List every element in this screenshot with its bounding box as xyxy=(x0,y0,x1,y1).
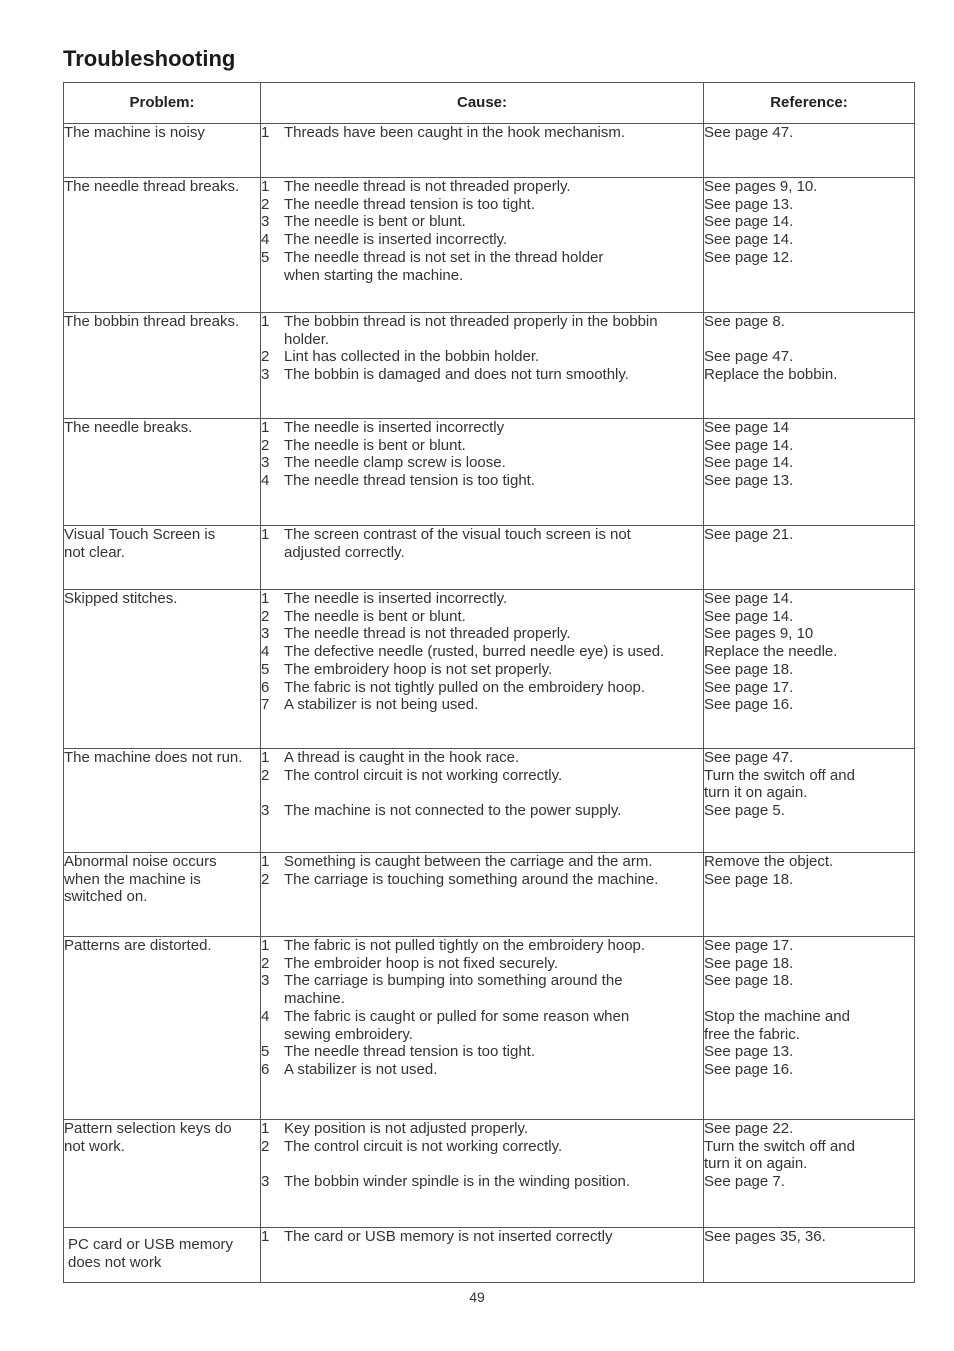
page-number: 49 xyxy=(469,1289,485,1305)
cause-text: The bobbin thread is not threaded properly in the bobbin xyxy=(284,313,658,330)
cause-line xyxy=(261,1026,703,1044)
cause-number: 6 xyxy=(261,678,270,696)
reference-text: turn it on again. xyxy=(704,784,808,802)
cause-line xyxy=(261,1008,703,1026)
cause-number: 5 xyxy=(261,1043,270,1061)
problem-text: The needle breaks. xyxy=(64,419,193,436)
cause-line xyxy=(261,1228,703,1246)
cause-line xyxy=(261,196,703,214)
problem-text: Abnormal noise occurs when the machine is switched on. xyxy=(64,853,217,906)
cause-line xyxy=(261,437,703,455)
cause-number: 2 xyxy=(261,766,270,784)
problem-text: The machine is noisy xyxy=(64,124,205,141)
cause-line xyxy=(261,366,703,384)
cause-number: 3 xyxy=(261,366,270,384)
cause-line xyxy=(261,178,703,196)
cause-cell xyxy=(261,124,704,178)
reference-cell xyxy=(704,124,915,178)
cause-number: 3 xyxy=(261,454,270,472)
cause-text: Key position is not adjusted properly. xyxy=(284,1120,529,1137)
cause-line xyxy=(261,1043,703,1061)
cause-number: 5 xyxy=(261,660,270,678)
reference-text: See page 14 xyxy=(704,419,790,436)
reference-text xyxy=(704,331,914,349)
cause-line xyxy=(261,544,703,562)
cause-line xyxy=(261,419,703,437)
reference-text: See page 47. xyxy=(704,749,794,766)
table-row xyxy=(64,526,915,590)
problem-cell xyxy=(64,419,261,526)
table-row xyxy=(64,178,915,313)
cause-text: The needle thread tension is too tight. xyxy=(284,195,536,213)
problem-cell xyxy=(64,749,261,853)
cause-cell xyxy=(261,419,704,526)
reference-text: See pages 9, 10. xyxy=(704,178,818,195)
cause-text: The control circuit is not working correctly. xyxy=(284,766,563,784)
problem-cell xyxy=(64,937,261,1120)
cause-line xyxy=(261,955,703,973)
cause-line xyxy=(261,267,703,285)
cause-line xyxy=(261,608,703,626)
reference-text: See page 18. xyxy=(704,954,794,972)
cause-number: 4 xyxy=(261,1007,270,1025)
cause-number: 1 xyxy=(261,937,270,954)
problem-text: Skipped stitches. xyxy=(64,590,178,607)
cause-number: 1 xyxy=(261,178,270,195)
cause-number: 1 xyxy=(261,749,270,766)
cause-line xyxy=(261,661,703,679)
cause-text: The needle is inserted incorrectly. xyxy=(284,590,508,607)
cause-text: A stabilizer is not used. xyxy=(284,1060,438,1078)
cause-number: 6 xyxy=(261,1060,270,1078)
cause-cell xyxy=(261,313,704,419)
cause-number: 4 xyxy=(261,643,270,661)
cause-number xyxy=(261,784,284,802)
cause-number: 5 xyxy=(261,248,270,266)
cause-number xyxy=(261,1155,284,1173)
problem-text: The bobbin thread breaks. xyxy=(64,313,240,330)
reference-cell xyxy=(704,1120,915,1228)
cause-line xyxy=(261,231,703,249)
reference-cell xyxy=(704,313,915,419)
cause-number: 2 xyxy=(261,607,270,625)
cause-number: 2 xyxy=(261,954,270,972)
cause-line xyxy=(261,784,703,802)
cause-text: The defective needle (rusted, burred needle eye) is used. xyxy=(284,643,665,661)
cause-line xyxy=(261,749,703,767)
cause-text: The carriage is bumping into something around the xyxy=(284,972,623,990)
cause-line xyxy=(261,1120,703,1138)
problem-text: Pattern selection keys do not work. xyxy=(64,1120,232,1155)
cause-text: A thread is caught in the hook race. xyxy=(284,749,520,766)
reference-text: See page 47. xyxy=(704,124,794,141)
reference-text: See page 18. xyxy=(704,972,794,990)
reference-text: See page 14. xyxy=(704,607,794,625)
header-problem: Problem: xyxy=(64,83,261,124)
cause-cell xyxy=(261,853,704,937)
cause-text: The fabric is caught or pulled for some reason when xyxy=(284,1007,630,1025)
problem-cell xyxy=(64,1228,261,1283)
reference-text: See page 8. xyxy=(704,313,785,330)
table-row xyxy=(64,1228,915,1283)
cause-text: A stabilizer is not being used. xyxy=(284,696,479,714)
cause-number: 4 xyxy=(261,472,270,490)
cause-line xyxy=(261,213,703,231)
cause-text: The needle thread is not threaded properly. xyxy=(284,625,571,643)
cause-line xyxy=(261,1155,703,1173)
cause-text: The carriage is touching something around the machine. xyxy=(284,870,659,888)
reference-cell xyxy=(704,1228,915,1283)
cause-text: The machine is not connected to the power supply. xyxy=(284,802,622,820)
reference-text: See page 13. xyxy=(704,1043,794,1061)
reference-text: See page 7. xyxy=(704,1173,785,1191)
cause-text: The needle is bent or blunt. xyxy=(284,213,466,231)
reference-text: Stop the machine and xyxy=(704,1007,850,1025)
cause-text: The needle is inserted incorrectly. xyxy=(284,231,508,249)
cause-line xyxy=(261,1061,703,1079)
cause-cell xyxy=(261,178,704,313)
cause-number: 2 xyxy=(261,870,270,888)
cause-text: sewing embroidery. xyxy=(284,1025,413,1043)
cause-cell xyxy=(261,1120,704,1228)
cause-text: The bobbin is damaged and does not turn smoothly. xyxy=(284,366,629,384)
problem-cell xyxy=(64,526,261,590)
reference-text: Remove the object. xyxy=(704,853,834,870)
reference-text: Turn the switch off and xyxy=(704,766,855,784)
problem-cell xyxy=(64,590,261,749)
problem-cell xyxy=(64,178,261,313)
cause-line xyxy=(261,124,703,142)
reference-text: See pages 9, 10 xyxy=(704,625,814,643)
header-reference: Reference: xyxy=(704,83,915,124)
cause-line xyxy=(261,696,703,714)
cause-cell xyxy=(261,937,704,1120)
cause-line xyxy=(261,871,703,889)
cause-text xyxy=(284,784,703,802)
troubleshooting-table xyxy=(63,82,915,1283)
cause-line xyxy=(261,643,703,661)
header-cause: Cause: xyxy=(261,83,704,124)
cause-line xyxy=(261,348,703,366)
cause-line xyxy=(261,472,703,490)
cause-text: Threads have been caught in the hook mechanism. xyxy=(284,124,626,141)
cause-number: 1 xyxy=(261,590,270,607)
cause-line xyxy=(261,331,703,349)
reference-text: See page 18. xyxy=(704,660,794,678)
cause-number: 3 xyxy=(261,213,270,231)
cause-text: The bobbin winder spindle is in the winding position. xyxy=(284,1173,631,1191)
cause-text: Something is caught between the carriage and the arm. xyxy=(284,853,653,870)
table-row xyxy=(64,124,915,178)
cause-line xyxy=(261,590,703,608)
reference-text: See page 13. xyxy=(704,195,794,213)
cause-cell xyxy=(261,526,704,590)
cause-text: The fabric is not tightly pulled on the embroidery hoop. xyxy=(284,678,646,696)
reference-text: See page 14. xyxy=(704,590,794,607)
cause-text: The control circuit is not working correctly. xyxy=(284,1137,563,1155)
cause-number: 3 xyxy=(261,972,270,990)
cause-number: 1 xyxy=(261,124,270,141)
cause-text: The needle clamp screw is loose. xyxy=(284,454,506,472)
cause-line xyxy=(261,249,703,267)
problem-cell xyxy=(64,1120,261,1228)
cause-cell xyxy=(261,1228,704,1283)
page-title: Troubleshooting xyxy=(63,46,236,71)
table-row xyxy=(64,853,915,937)
cause-number: 3 xyxy=(261,1173,270,1191)
reference-text xyxy=(704,990,914,1008)
cause-number xyxy=(261,990,284,1008)
cause-number: 1 xyxy=(261,313,270,330)
problem-cell xyxy=(64,124,261,178)
reference-cell xyxy=(704,749,915,853)
reference-text: Turn the switch off and xyxy=(704,1137,855,1155)
reference-text: Replace the bobbin. xyxy=(704,366,838,384)
cause-text: The card or USB memory is not inserted correctly xyxy=(284,1228,613,1245)
cause-text: machine. xyxy=(284,990,345,1008)
table-row xyxy=(64,937,915,1120)
cause-number: 4 xyxy=(261,231,270,249)
reference-cell xyxy=(704,526,915,590)
cause-line xyxy=(261,1138,703,1156)
cause-line xyxy=(261,990,703,1008)
reference-text: See page 16. xyxy=(704,1060,794,1078)
problem-text: Visual Touch Screen is not clear. xyxy=(64,526,216,561)
cause-number: 1 xyxy=(261,419,270,436)
cause-number xyxy=(261,1026,284,1044)
cause-number xyxy=(261,331,284,349)
cause-text: The needle is bent or blunt. xyxy=(284,607,466,625)
cause-number: 1 xyxy=(261,526,270,543)
reference-text: See page 14. xyxy=(704,436,794,454)
cause-line xyxy=(261,937,703,955)
cause-cell xyxy=(261,590,704,749)
reference-text: free the fabric. xyxy=(704,1025,800,1043)
reference-text: See page 14. xyxy=(704,454,794,472)
cause-text: holder. xyxy=(284,330,330,348)
cause-number: 1 xyxy=(261,1120,270,1137)
table-row xyxy=(64,590,915,749)
header-row xyxy=(64,83,915,124)
cause-number xyxy=(261,544,284,562)
reference-text: See page 17. xyxy=(704,678,794,696)
cause-line xyxy=(261,802,703,820)
cause-number: 3 xyxy=(261,625,270,643)
reference-cell xyxy=(704,178,915,313)
cause-text: The needle is bent or blunt. xyxy=(284,436,466,454)
reference-cell xyxy=(704,937,915,1120)
cause-line xyxy=(261,853,703,871)
cause-cell xyxy=(261,749,704,853)
cause-number: 3 xyxy=(261,802,270,820)
cause-text xyxy=(284,1155,703,1173)
problem-cell xyxy=(64,313,261,419)
cause-line xyxy=(261,1173,703,1191)
cause-number: 1 xyxy=(261,853,270,870)
problem-text: Patterns are distorted. xyxy=(64,937,212,954)
reference-text: See page 12. xyxy=(704,248,794,266)
problem-text: PC card or USB memory does not work xyxy=(68,1236,234,1271)
cause-line xyxy=(261,526,703,544)
cause-text: Lint has collected in the bobbin holder. xyxy=(284,348,540,366)
cause-number: 2 xyxy=(261,1137,270,1155)
table-row xyxy=(64,419,915,526)
table-row xyxy=(64,1120,915,1228)
reference-text: See page 5. xyxy=(704,802,785,820)
reference-text: See page 16. xyxy=(704,696,794,714)
cause-text: The needle thread tension is too tight. xyxy=(284,1043,536,1061)
reference-text: See page 14. xyxy=(704,231,794,249)
cause-text: The needle thread tension is too tight. xyxy=(284,472,536,490)
cause-number: 2 xyxy=(261,195,270,213)
cause-line xyxy=(261,972,703,990)
cause-number xyxy=(261,267,284,285)
cause-text: The fabric is not pulled tightly on the embroidery hoop. xyxy=(284,937,646,954)
cause-text: The embroider hoop is not fixed securely. xyxy=(284,954,559,972)
problem-text: The needle thread breaks. xyxy=(64,178,240,195)
cause-number: 1 xyxy=(261,1228,270,1245)
reference-text: See page 13. xyxy=(704,472,794,490)
reference-text: See page 14. xyxy=(704,213,794,231)
reference-text: See page 18. xyxy=(704,870,794,888)
reference-cell xyxy=(704,853,915,937)
table-row xyxy=(64,749,915,853)
cause-line xyxy=(261,767,703,785)
cause-text: adjusted correctly. xyxy=(284,543,405,561)
cause-text: The embroidery hoop is not set properly. xyxy=(284,660,553,678)
cause-text: The needle thread is not threaded properly. xyxy=(284,178,571,195)
reference-text: Replace the needle. xyxy=(704,643,838,661)
reference-text: See page 21. xyxy=(704,526,794,543)
problem-cell xyxy=(64,853,261,937)
cause-line xyxy=(261,679,703,697)
cause-text: The needle thread is not set in the thread holder xyxy=(284,248,604,266)
cause-number: 2 xyxy=(261,348,270,366)
cause-text: when starting the machine. xyxy=(284,266,464,284)
reference-cell xyxy=(704,419,915,526)
reference-text: See page 17. xyxy=(704,937,794,954)
cause-text: The screen contrast of the visual touch screen is not xyxy=(284,526,631,543)
reference-cell xyxy=(704,590,915,749)
problem-text: The machine does not run. xyxy=(64,749,243,766)
cause-line xyxy=(261,313,703,331)
reference-text: turn it on again. xyxy=(704,1155,808,1173)
reference-text: See pages 35, 36. xyxy=(704,1228,826,1245)
cause-line xyxy=(261,625,703,643)
reference-text: See page 22. xyxy=(704,1120,794,1137)
cause-number: 7 xyxy=(261,696,270,714)
table-row xyxy=(64,313,915,419)
reference-text: See page 47. xyxy=(704,348,794,366)
cause-text: The needle is inserted incorrectly xyxy=(284,419,505,436)
cause-number: 2 xyxy=(261,436,270,454)
cause-line xyxy=(261,454,703,472)
